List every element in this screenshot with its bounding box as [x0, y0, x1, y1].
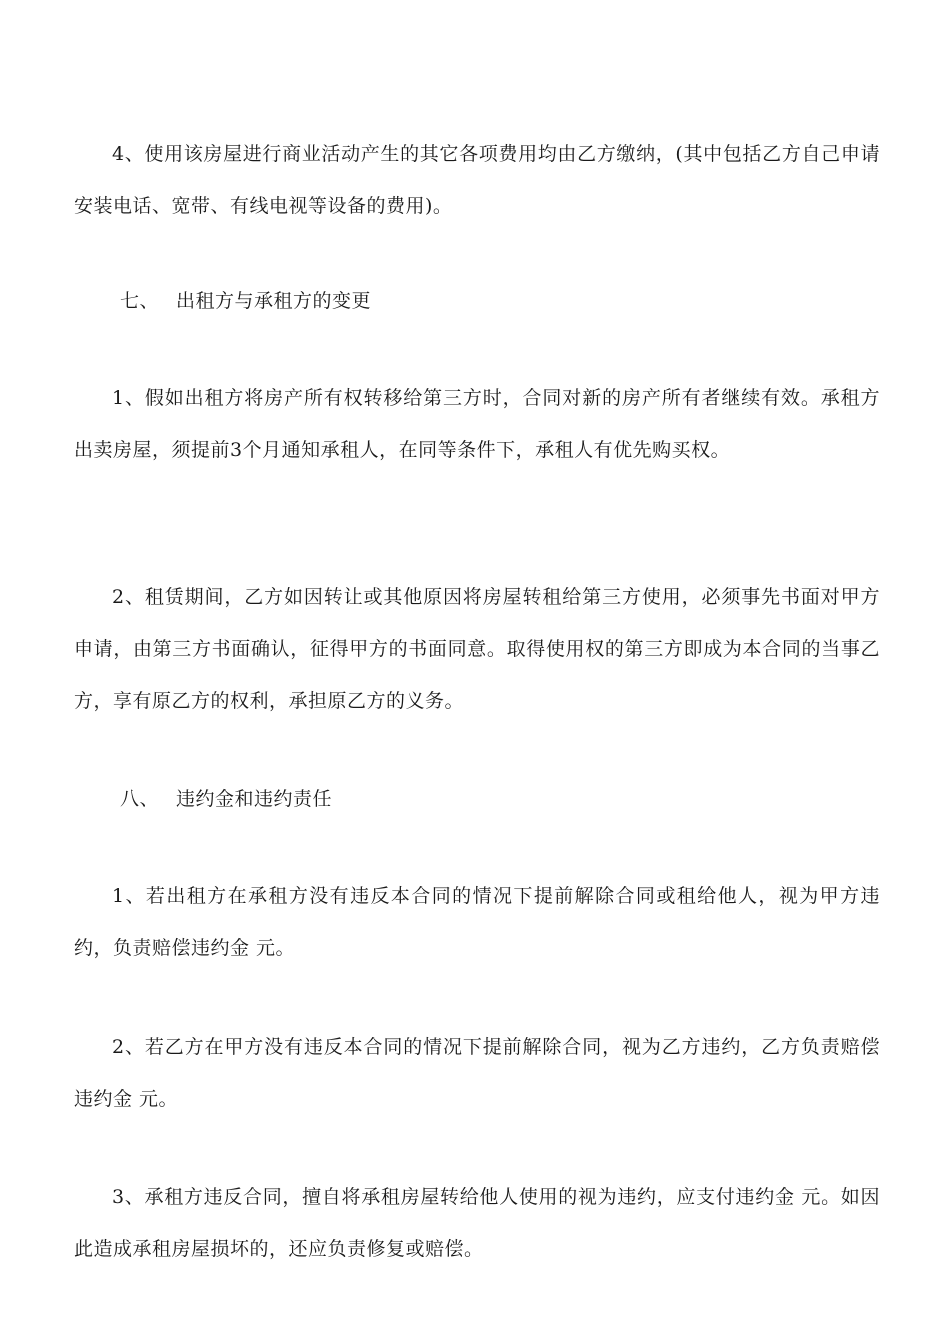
- paragraph-fee-clause: 4、使用该房屋进行商业活动产生的其它各项费用均由乙方缴纳，(其中包括乙方自己申请安装电话、宽带、有线电视等设备的费用)。: [74, 143, 880, 217]
- paragraph-lessor-breach: 1、若出租方在承租方没有违反本合同的情况下提前解除合同或租给他人，视为甲方违约，负责赔偿违约金 元。: [74, 885, 880, 959]
- section-number: 七、: [120, 290, 160, 312]
- paragraph-lessee-breach: 2、若乙方在甲方没有违反本合同的情况下提前解除合同，视为乙方违约，乙方负责赔偿违约金 元。: [74, 1036, 880, 1110]
- paragraph-sublease: 2、租赁期间，乙方如因转让或其他原因将房屋转租给第三方使用，必须事先书面对甲方申请，由第三方书面确认，征得甲方的书面同意。取得使用权的第三方即成为本合同的当事乙方，享有原乙方的权利，承担原乙方的义务。: [74, 586, 880, 712]
- section-heading-change: [120, 275, 371, 327]
- section-number: 八、: [120, 788, 160, 810]
- section-title: 违约金和违约责任: [176, 788, 333, 810]
- paragraph-ownership-transfer: 1、假如出租方将房产所有权转移给第三方时，合同对新的房产所有者继续有效。承租方出卖房屋，须提前3个月通知承租人，在同等条件下，承租人有优先购买权。: [74, 387, 880, 461]
- section-heading-breach: [120, 773, 332, 825]
- paragraph-unauthorized-transfer: 3、承租方违反合同，擅自将承租房屋转给他人使用的视为违约，应支付违约金 元。如因此造成承租房屋损坏的，还应负责修复或赔偿。: [74, 1186, 880, 1260]
- section-title: 出租方与承租方的变更: [176, 290, 372, 312]
